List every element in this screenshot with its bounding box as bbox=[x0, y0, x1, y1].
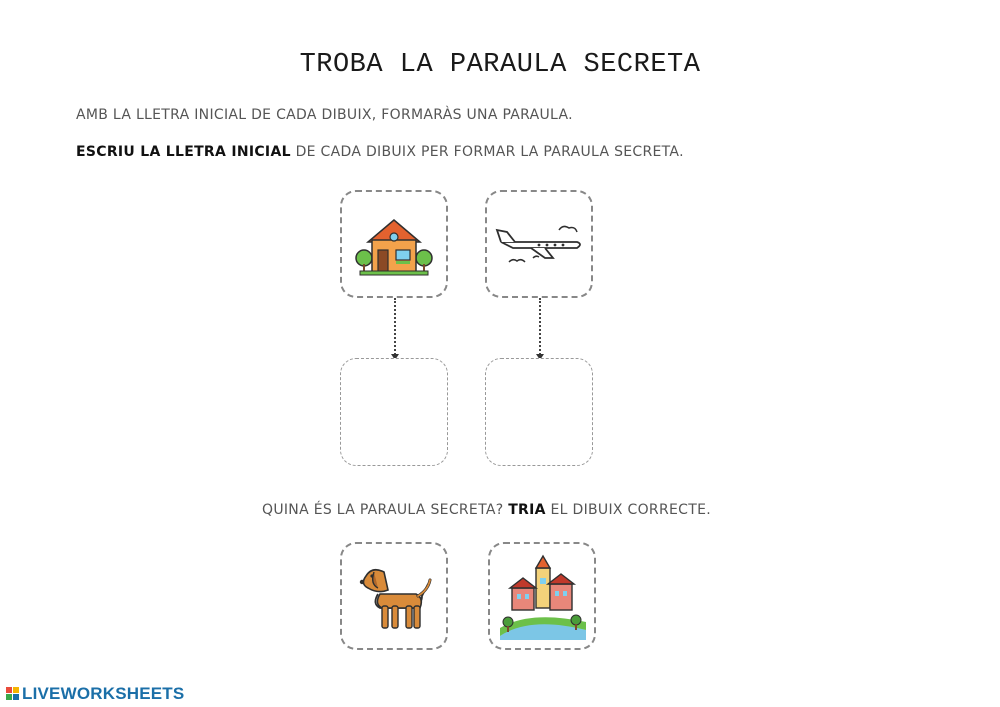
airplane-icon bbox=[487, 192, 591, 296]
instruction-emphasis: ESCRIU LA LLETRA INICIAL bbox=[76, 144, 291, 160]
village-icon bbox=[490, 544, 594, 648]
instruction-line-1: AMB LA LLETRA INICIAL DE CADA DIBUIX, FORMARÀS UNA PARAULA. bbox=[76, 107, 573, 123]
question-before: QUINA ÉS LA PARAULA SECRETA? bbox=[262, 502, 509, 518]
instruction-rest: DE CADA DIBUIX PER FORMAR LA PARAULA SECRETA. bbox=[290, 144, 684, 160]
choice-village[interactable] bbox=[488, 542, 596, 650]
picture-card-house bbox=[340, 190, 448, 298]
picture-card-airplane bbox=[485, 190, 593, 298]
arrow-down-icon bbox=[539, 298, 541, 358]
question-emphasis: TRIA bbox=[508, 502, 546, 518]
house-icon bbox=[342, 192, 446, 296]
answer-box-2[interactable] bbox=[485, 358, 593, 466]
arrow-down-icon bbox=[394, 298, 396, 358]
page-title: TROBA LA PARAULA SECRETA bbox=[299, 50, 701, 80]
liveworksheets-grid-icon bbox=[6, 687, 20, 701]
answer-box-1[interactable] bbox=[340, 358, 448, 466]
question-text bbox=[262, 502, 711, 518]
question-after: EL DIBUIX CORRECTE. bbox=[545, 502, 711, 518]
liveworksheets-logo[interactable] bbox=[6, 684, 184, 704]
dog-icon bbox=[342, 544, 446, 648]
instruction-line-2 bbox=[76, 144, 684, 160]
brand-name: LIVEWORKSHEETS bbox=[22, 684, 185, 703]
choice-dog[interactable] bbox=[340, 542, 448, 650]
